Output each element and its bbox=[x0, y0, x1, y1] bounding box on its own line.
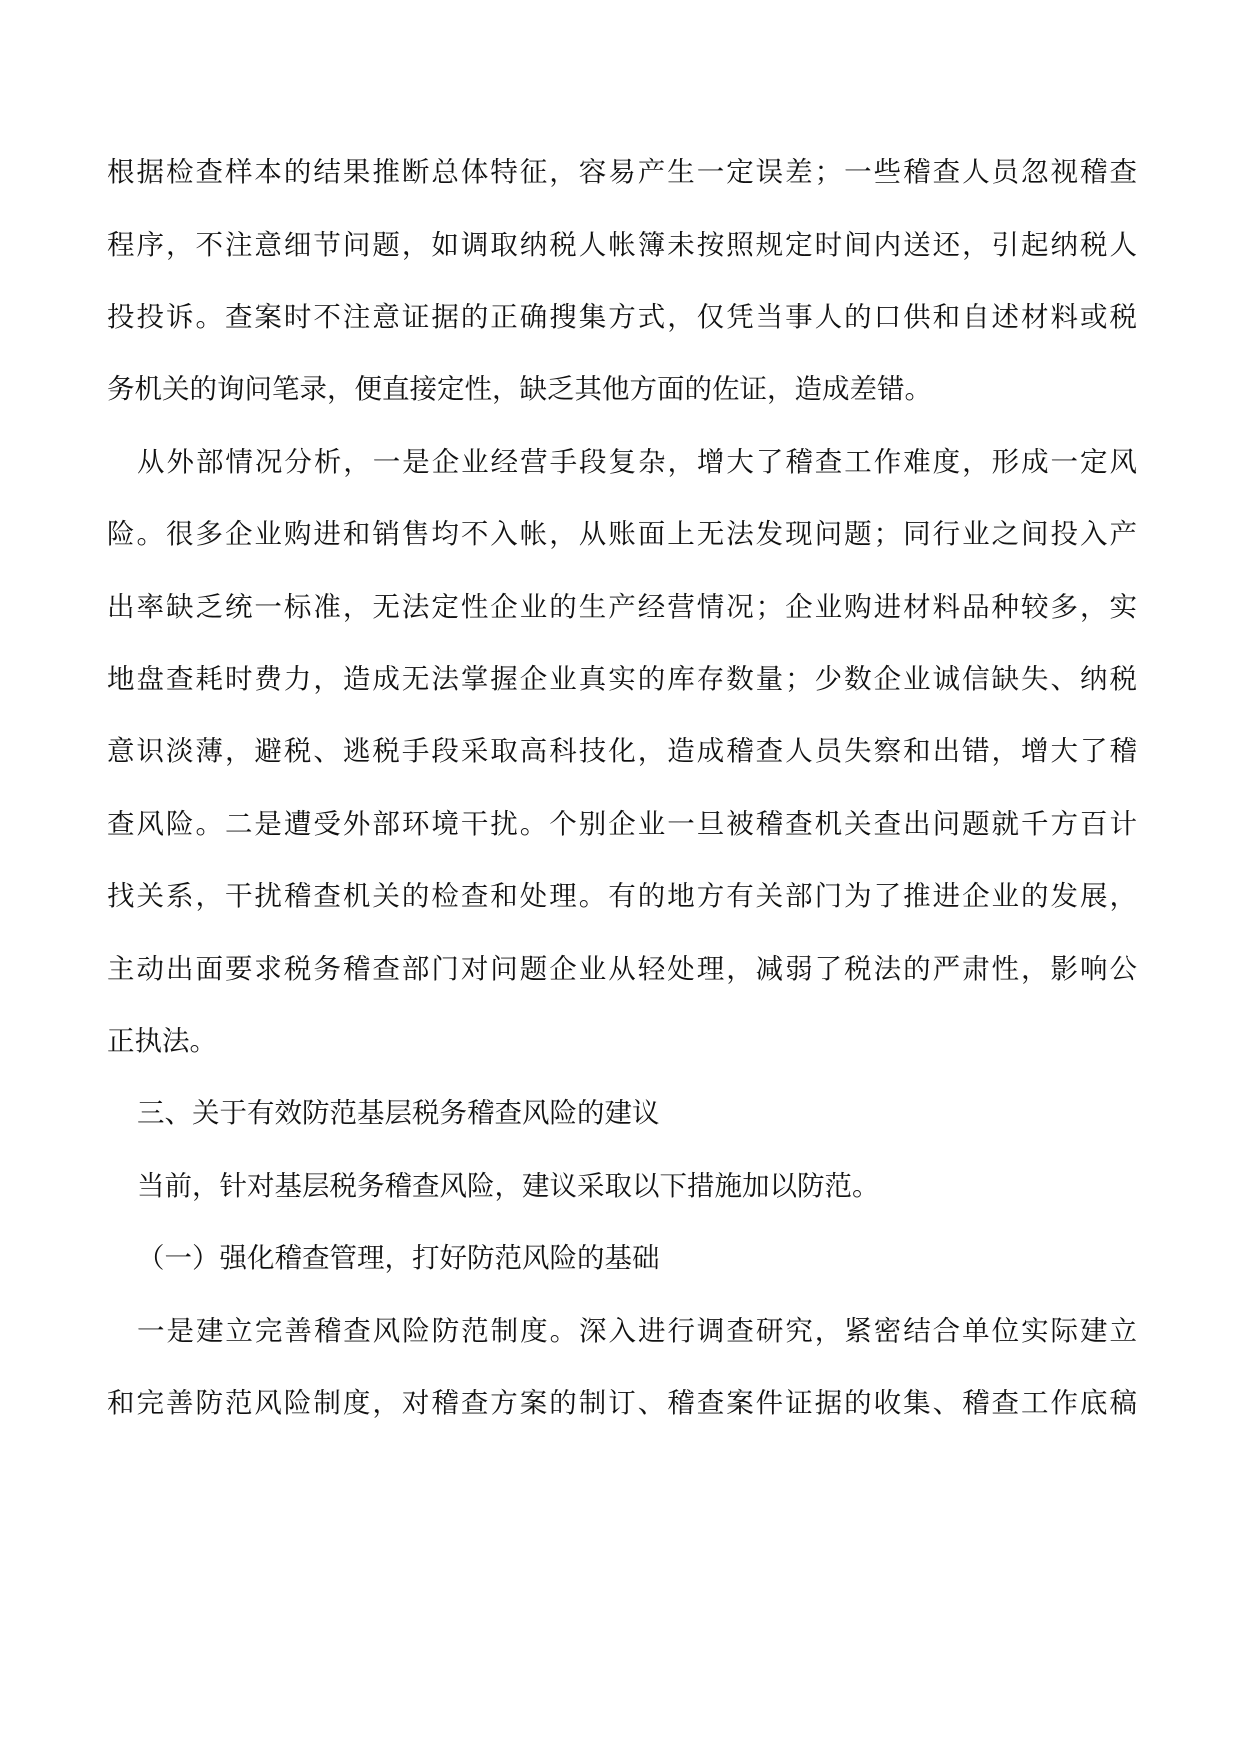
paragraph-line: 程序，不注意细节问题，如调取纳税人帐簿未按照规定时间内送还，引起纳税人 bbox=[107, 229, 1137, 261]
paragraph-line: 查风险。二是遭受外部环境干扰。个别企业一旦被稽查机关查出问题就千方百计 bbox=[107, 808, 1137, 840]
paragraph-line: 根据检查样本的结果推断总体特征，容易产生一定误差；一些稽查人员忽视稽查 bbox=[107, 156, 1137, 188]
paragraph-line: 和完善防范风险制度，对稽查方案的制订、稽查案件证据的收集、稽查工作底稿 bbox=[107, 1387, 1137, 1419]
paragraph-line: 地盘查耗时费力，造成无法掌握企业真实的库存数量；少数企业诚信缺失、纳税 bbox=[107, 663, 1137, 695]
paragraph-line: 务机关的询问笔录，便直接定性，缺乏其他方面的佐证，造成差错。 bbox=[107, 373, 932, 405]
paragraph-line: 意识淡薄，避税、逃税手段采取高科技化，造成稽查人员失察和出错，增大了稽 bbox=[107, 735, 1137, 767]
paragraph-line: 一是建立完善稽查风险防范制度。深入进行调查研究，紧密结合单位实际建立 bbox=[137, 1315, 1137, 1347]
subsection-heading: （一）强化稽查管理，打好防范风险的基础 bbox=[137, 1242, 660, 1274]
paragraph-line: 出率缺乏统一标准，无法定性企业的生产经营情况；企业购进材料品种较多，实 bbox=[107, 591, 1137, 623]
paragraph-line: 正执法。 bbox=[107, 1025, 217, 1057]
paragraph-line: 从外部情况分析，一是企业经营手段复杂，增大了稽查工作难度，形成一定风 bbox=[137, 446, 1137, 478]
paragraph-line: 找关系，干扰稽查机关的检查和处理。有的地方有关部门为了推进企业的发展， bbox=[107, 880, 1137, 912]
paragraph-line: 主动出面要求税务稽查部门对问题企业从轻处理，减弱了税法的严肃性，影响公 bbox=[107, 953, 1137, 985]
paragraph-line: 投投诉。查案时不注意证据的正确搜集方式，仅凭当事人的口供和自述材料或税 bbox=[107, 301, 1137, 333]
section-heading: 三、关于有效防范基层税务稽查风险的建议 bbox=[137, 1097, 660, 1129]
paragraph-line: 险。很多企业购进和销售均不入帐，从账面上无法发现问题；同行业之间投入产 bbox=[107, 518, 1137, 550]
paragraph-line: 当前，针对基层税务稽查风险，建议采取以下措施加以防范。 bbox=[137, 1170, 880, 1202]
